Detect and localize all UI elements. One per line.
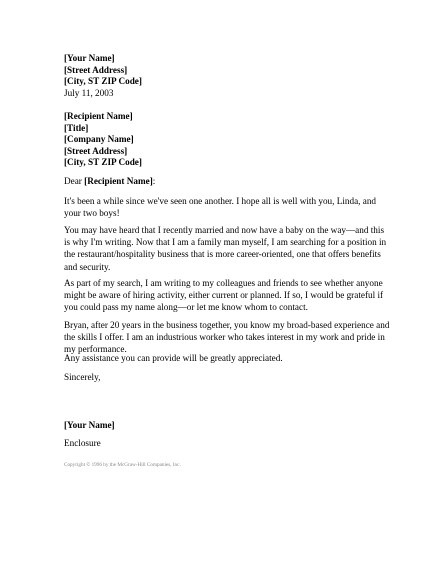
sender-city: [City, ST ZIP Code] xyxy=(64,76,142,87)
salutation-suffix: : xyxy=(152,176,156,186)
enclosure: Enclosure xyxy=(64,438,101,448)
body-paragraph-1: It's been a while since we've seen one another. I hope all is well with you, Linda, and your two boys! xyxy=(64,196,377,219)
sender-street: [Street Address] xyxy=(64,64,128,75)
body-paragraph-5: Any assistance you can provide will be greatly appreciated. xyxy=(64,353,283,363)
body-paragraph-4: Bryan, after 20 years in the business together, you know my broad-based experience and the skills I offer. I am an industrious worker who takes interest in my work and pride in my performance. xyxy=(64,320,390,355)
recipient-company: [Company Name] xyxy=(64,134,134,145)
sender-address-block xyxy=(64,53,142,99)
recipient-street: [Street Address] xyxy=(64,145,128,156)
body-paragraph-2: You may have heard that I recently married and now have a baby on the way—and this is why I'm writing. Now that I am a family man myself, I am searching for a position in the restaurant/hospitality business that is more career-oriented, one that offers benefits and security. xyxy=(64,225,387,272)
recipient-title: [Title] xyxy=(64,122,89,133)
recipient-name: [Recipient Name] xyxy=(64,111,133,121)
recipient-city: [City, ST ZIP Code] xyxy=(64,157,142,168)
recipient-address-block xyxy=(64,111,142,169)
letter-date: July 11, 2003 xyxy=(64,87,114,98)
closing: Sincerely, xyxy=(64,372,101,382)
copyright-notice: Copyright © 1996 by the McGraw-Hill Companies, Inc. xyxy=(64,462,181,468)
body-paragraph-3: As part of my search, I am writing to my colleagues and friends to see whether anyone might be aware of hiring activity, either current or planned. If so, I would be grateful if you could pass my name along—or let me know whom to contact. xyxy=(64,278,384,313)
salutation-prefix: Dear xyxy=(64,176,85,186)
salutation-name: [Recipient Name] xyxy=(84,176,153,186)
salutation xyxy=(64,176,155,188)
sender-name: [Your Name] xyxy=(64,53,115,63)
signature-name: [Your Name] xyxy=(64,420,115,430)
